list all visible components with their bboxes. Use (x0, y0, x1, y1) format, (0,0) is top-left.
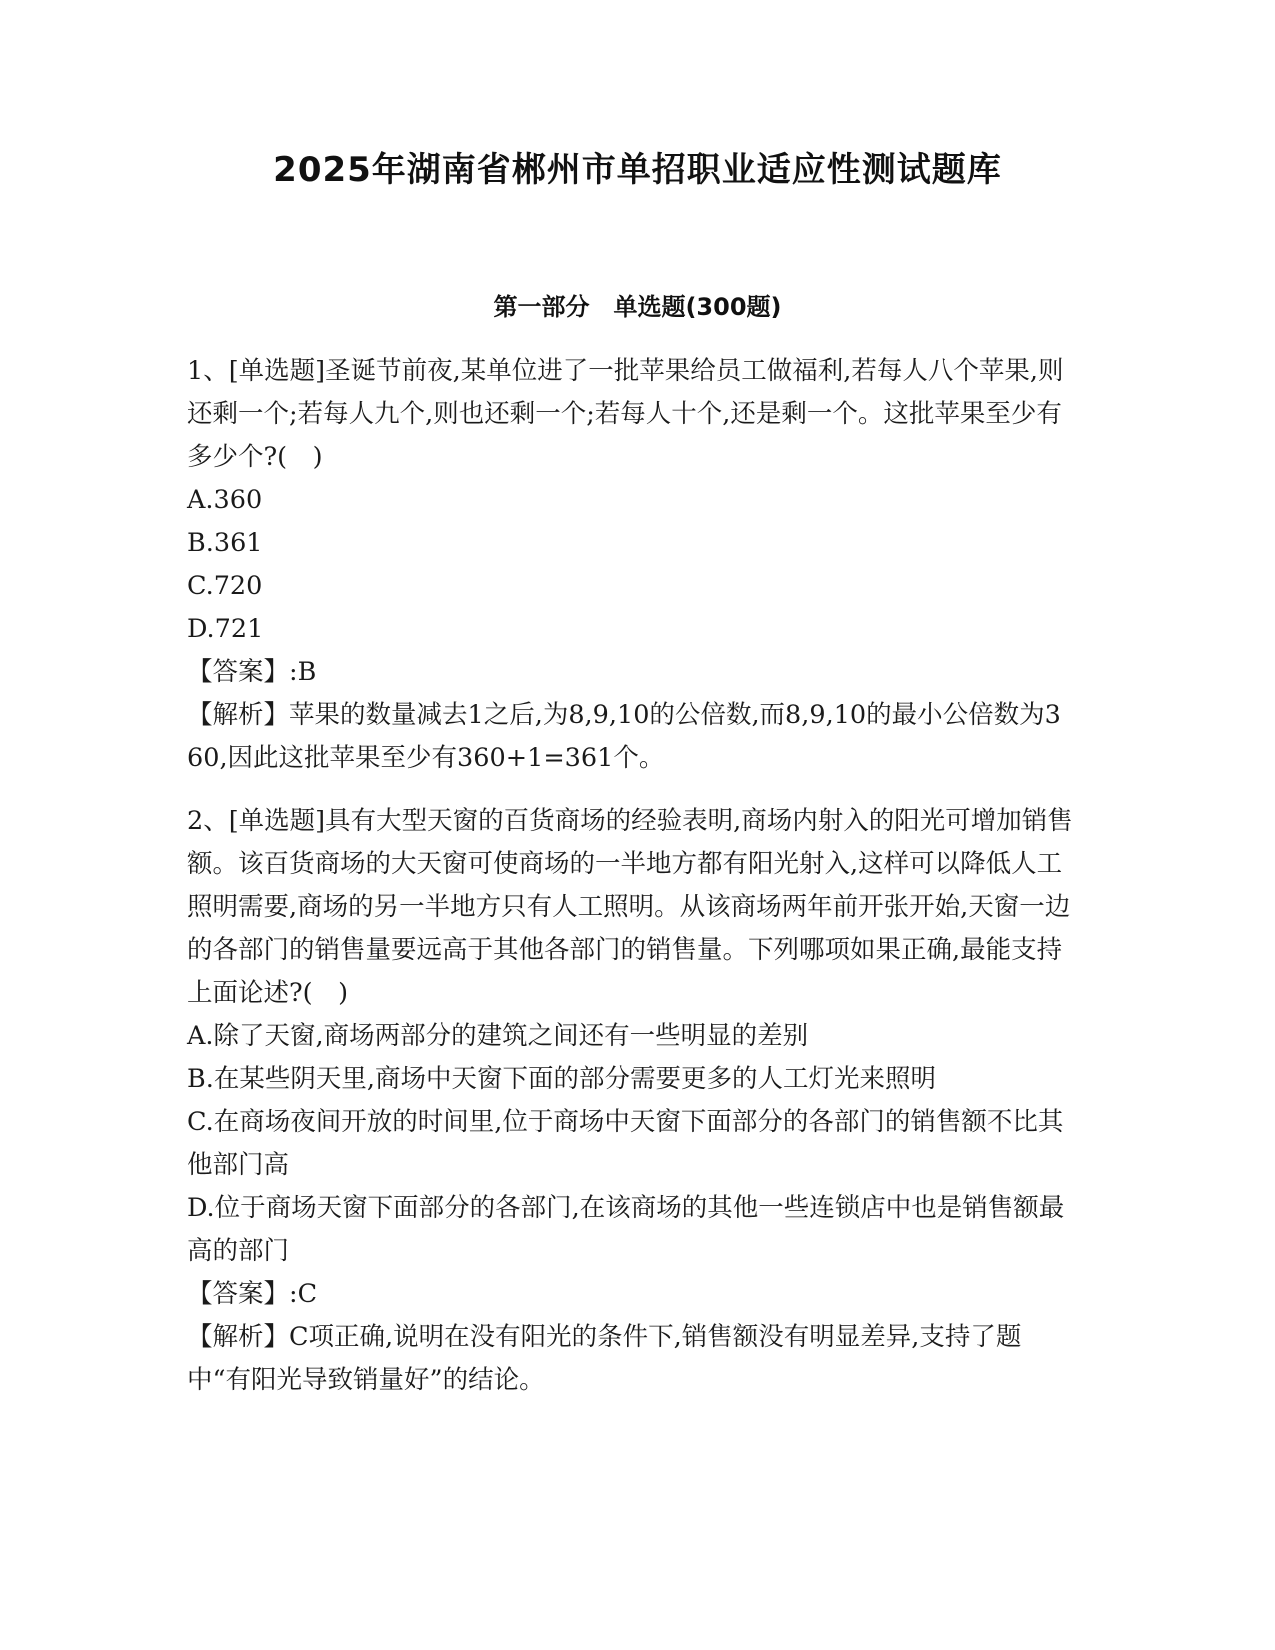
question-item (187, 800, 1077, 1402)
option-a: A.360 (187, 485, 263, 515)
option-b: B.361 (187, 528, 263, 558)
question-list (187, 350, 1077, 1422)
question-stem: 2、[单选题]具有大型天窗的百货商场的经验表明,商场内射入的阳光可增加销售额。该百货商场的大天窗可使商场的一半地方都有阳光射入,这样可以降低人工照明需要,商场的另一半地方只有人工照明。从该商场两年前开张开始,天窗一边的各部门的销售量要远高于其他各部门的销售量。下列哪项如果正确,最能支持上面论述?( ) (187, 806, 1073, 1008)
analysis-text: 【解析】苹果的数量减去1之后,为8,9,10的公倍数,而8,9,10的最小公倍数为360,因此这批苹果至少有360+1=361个。 (187, 700, 1061, 773)
question-item (187, 350, 1077, 780)
option-b: B.在某些阴天里,商场中天窗下面的部分需要更多的人工灯光来照明 (187, 1064, 936, 1094)
analysis-text: 【解析】C项正确,说明在没有阳光的条件下,销售额没有明显差异,支持了题中“有阳光导致销量好”的结论。 (187, 1322, 1022, 1395)
option-c: C.在商场夜间开放的时间里,位于商场中天窗下面部分的各部门的销售额不比其他部门高 (187, 1107, 1064, 1180)
answer-line: 【答案】:C (187, 1279, 318, 1309)
answer-line: 【答案】:B (187, 657, 317, 687)
document-title: 2025年湖南省郴州市单招职业适应性测试题库 (273, 150, 1002, 190)
option-c: C.720 (187, 571, 263, 601)
section-heading: 第一部分 单选题(300题) (493, 293, 782, 321)
option-d: D.位于商场天窗下面部分的各部门,在该商场的其他一些连锁店中也是销售额最高的部门 (187, 1193, 1065, 1266)
option-d: D.721 (187, 614, 264, 644)
option-a: A.除了天窗,商场两部分的建筑之间还有一些明显的差别 (187, 1021, 809, 1051)
question-stem: 1、[单选题]圣诞节前夜,某单位进了一批苹果给员工做福利,若每人八个苹果,则还剩一个;若每人九个,则也还剩一个;若每人十个,还是剩一个。这批苹果至少有多少个?( ) (187, 356, 1064, 472)
